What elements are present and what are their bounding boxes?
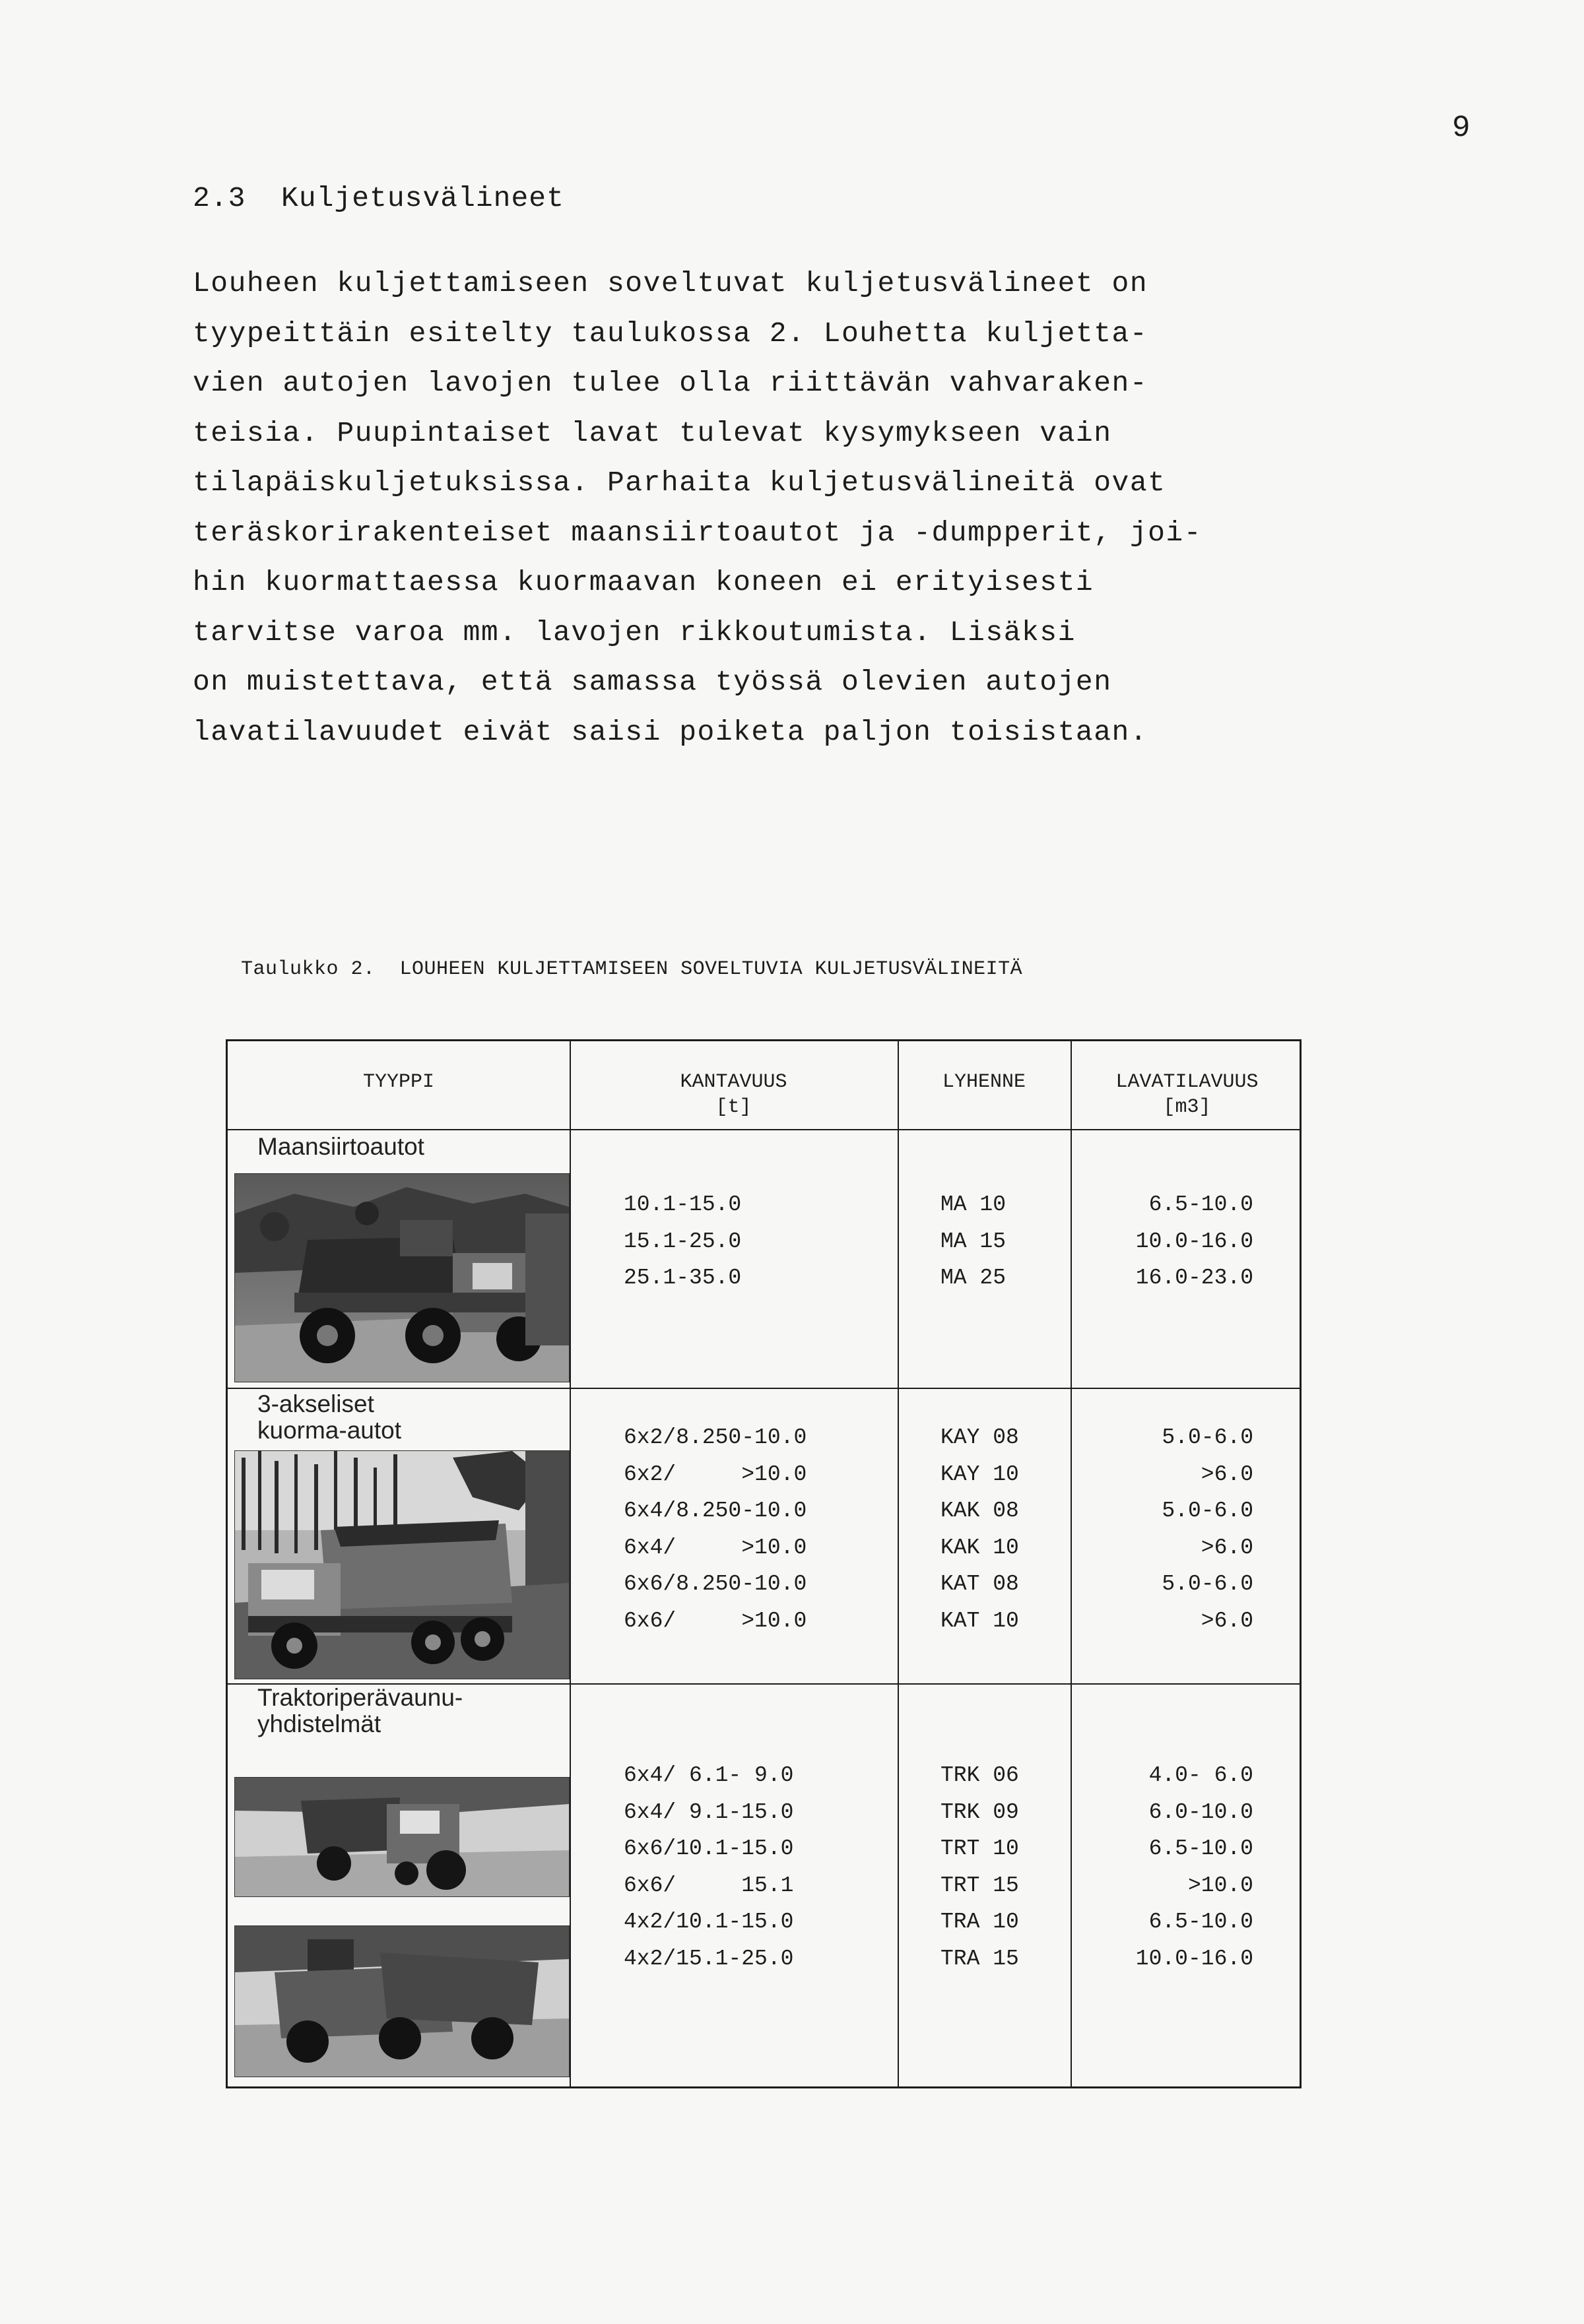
abbreviation-value: MA 15 bbox=[940, 1229, 1006, 1254]
group-label-line: Traktoriperävaunu- bbox=[257, 1684, 463, 1711]
capacity-value: 6x6/8.250-10.0 bbox=[624, 1572, 807, 1596]
cell-capacity-three-axle bbox=[624, 1419, 807, 1639]
column-divider bbox=[1071, 1041, 1072, 2086]
paragraph-line: lavatilavuudet eivät saisi poiketa paljon toisistaan. bbox=[193, 715, 1148, 748]
header-volume-label: LAVATILAVUUS bbox=[1115, 1071, 1259, 1093]
capacity-value: 6x2/ >10.0 bbox=[624, 1462, 807, 1487]
header-volume bbox=[1071, 1070, 1304, 1120]
volume-value: >6.0 bbox=[1201, 1608, 1253, 1633]
volume-value: 10.0-16.0 bbox=[1135, 1946, 1253, 1971]
abbreviation-value: MA 25 bbox=[940, 1266, 1006, 1290]
volume-value: 10.0-16.0 bbox=[1135, 1229, 1253, 1254]
volume-value: 4.0- 6.0 bbox=[1148, 1763, 1253, 1788]
capacity-value: 4x2/10.1-15.0 bbox=[624, 1910, 794, 1934]
table-caption: Taulukko 2. LOUHEEN KULJETTAMISEEN SOVELTUVIA KULJETUSVÄLINEITÄ bbox=[241, 958, 1023, 981]
abbreviation-value: KAT 10 bbox=[940, 1608, 1019, 1633]
group-label-earthmoving-trucks: Maansiirtoautot bbox=[257, 1133, 424, 1160]
paragraph-line: vien autojen lavojen tulee olla riittävän vahvaraken- bbox=[193, 367, 1148, 399]
photo-three-axle-truck bbox=[234, 1450, 570, 1679]
dump-truck-photo-icon bbox=[235, 1174, 569, 1382]
abbreviation-value: KAY 10 bbox=[940, 1462, 1019, 1487]
header-capacity bbox=[570, 1070, 898, 1120]
photo-tractor-trailer bbox=[234, 1777, 570, 1897]
capacity-value: 6x6/10.1-15.0 bbox=[624, 1836, 794, 1861]
volume-value: 5.0-6.0 bbox=[1162, 1572, 1253, 1596]
volume-value: >6.0 bbox=[1201, 1535, 1253, 1560]
header-capacity-label: KANTAVUUS bbox=[680, 1071, 787, 1093]
capacity-value: 6x2/8.250-10.0 bbox=[624, 1425, 807, 1450]
cell-abbreviation-three-axle bbox=[940, 1419, 1019, 1639]
header-volume-unit: [m3] bbox=[1163, 1096, 1211, 1118]
cell-volume-earthmoving bbox=[1136, 1186, 1253, 1297]
group-label-line: 3-akseliset bbox=[257, 1390, 374, 1417]
volume-value: 6.0-10.0 bbox=[1148, 1799, 1253, 1824]
abbreviation-value: KAT 08 bbox=[940, 1572, 1019, 1596]
paragraph-line: hin kuormattaessa kuormaavan koneen ei erityisesti bbox=[193, 566, 1094, 598]
column-divider bbox=[570, 1041, 571, 2086]
volume-value: 5.0-6.0 bbox=[1162, 1499, 1253, 1523]
paragraph-line: on muistettava, että samassa työssä olevien autojen bbox=[193, 666, 1112, 698]
capacity-value: 15.1-25.0 bbox=[624, 1229, 742, 1254]
articulated-dumper-photo-icon bbox=[235, 1926, 569, 2077]
transport-vehicle-table bbox=[226, 1039, 1302, 2088]
capacity-value: 6x6/ 15.1 bbox=[624, 1873, 794, 1898]
abbreviation-value: TRA 15 bbox=[940, 1946, 1019, 1971]
capacity-value: 10.1-15.0 bbox=[624, 1192, 742, 1217]
cell-abbreviation-earthmoving bbox=[940, 1186, 1006, 1297]
paragraph-line: teisia. Puupintaiset lavat tulevat kysymykseen vain bbox=[193, 416, 1112, 449]
volume-value: 6.5-10.0 bbox=[1148, 1192, 1253, 1217]
cell-capacity-earthmoving bbox=[624, 1186, 741, 1297]
abbreviation-value: KAY 08 bbox=[940, 1425, 1019, 1450]
capacity-value: 25.1-35.0 bbox=[624, 1266, 742, 1290]
capacity-value: 6x4/8.250-10.0 bbox=[624, 1499, 807, 1523]
volume-value: 16.0-23.0 bbox=[1135, 1266, 1253, 1290]
abbreviation-value: MA 10 bbox=[940, 1192, 1006, 1217]
header-capacity-unit: [t] bbox=[715, 1096, 752, 1118]
abbreviation-value: TRT 10 bbox=[940, 1836, 1019, 1861]
page-number: 9 bbox=[1452, 111, 1470, 145]
group-label-line: yhdistelmät bbox=[257, 1710, 381, 1737]
paragraph-line: tilapäiskuljetuksissa. Parhaita kuljetusvälineitä ovat bbox=[193, 467, 1166, 499]
paragraph-line: tyypeittäin esitelty taulukossa 2. Louhetta kuljetta- bbox=[193, 317, 1148, 350]
cell-volume-three-axle bbox=[1162, 1419, 1253, 1639]
three-axle-truck-photo-icon bbox=[235, 1451, 569, 1679]
tractor-trailer-photo-icon bbox=[235, 1778, 569, 1896]
header-divider bbox=[228, 1129, 1300, 1130]
abbreviation-value: KAK 10 bbox=[940, 1535, 1019, 1560]
cell-volume-tractor bbox=[1136, 1757, 1253, 1977]
body-paragraph bbox=[193, 259, 1328, 757]
header-type: TYYPPI bbox=[362, 1071, 435, 1093]
abbreviation-value: KAK 08 bbox=[940, 1499, 1019, 1523]
paragraph-line: Louheen kuljettamiseen soveltuvat kuljetusvälineet on bbox=[193, 267, 1148, 300]
header-abbreviation: LYHENNE bbox=[942, 1071, 1026, 1093]
volume-value: 6.5-10.0 bbox=[1148, 1836, 1253, 1861]
volume-value: 6.5-10.0 bbox=[1148, 1910, 1253, 1934]
group-label-tractor-trailers bbox=[257, 1685, 463, 1737]
photo-dump-truck bbox=[234, 1173, 570, 1382]
cell-capacity-tractor bbox=[624, 1757, 793, 1977]
paragraph-line: tarvitse varoa mm. lavojen rikkoutumista. Lisäksi bbox=[193, 616, 1076, 649]
abbreviation-value: TRA 10 bbox=[940, 1910, 1019, 1934]
cell-abbreviation-tractor bbox=[940, 1757, 1019, 1977]
group-label-line: kuorma-autot bbox=[257, 1417, 401, 1444]
capacity-value: 6x4/ 6.1- 9.0 bbox=[624, 1763, 794, 1788]
volume-value: >6.0 bbox=[1201, 1462, 1253, 1487]
section-heading: 2.3 Kuljetusvälineet bbox=[193, 182, 564, 214]
capacity-value: 6x4/ >10.0 bbox=[624, 1535, 807, 1560]
capacity-value: 6x6/ >10.0 bbox=[624, 1608, 807, 1633]
group-label-three-axle-trucks bbox=[257, 1391, 401, 1444]
capacity-value: 4x2/15.1-25.0 bbox=[624, 1946, 794, 1971]
volume-value: >10.0 bbox=[1187, 1873, 1253, 1898]
volume-value: 5.0-6.0 bbox=[1162, 1425, 1253, 1450]
abbreviation-value: TRK 06 bbox=[940, 1763, 1019, 1788]
photo-articulated-dumper bbox=[234, 1925, 570, 2077]
capacity-value: 6x4/ 9.1-15.0 bbox=[624, 1799, 794, 1824]
abbreviation-value: TRT 15 bbox=[940, 1873, 1019, 1898]
abbreviation-value: TRK 09 bbox=[940, 1799, 1019, 1824]
group-divider bbox=[228, 1388, 1300, 1389]
column-divider bbox=[898, 1041, 899, 2086]
paragraph-line: teräskorirakenteiset maansiirtoautot ja -dumpperit, joi- bbox=[193, 516, 1203, 549]
